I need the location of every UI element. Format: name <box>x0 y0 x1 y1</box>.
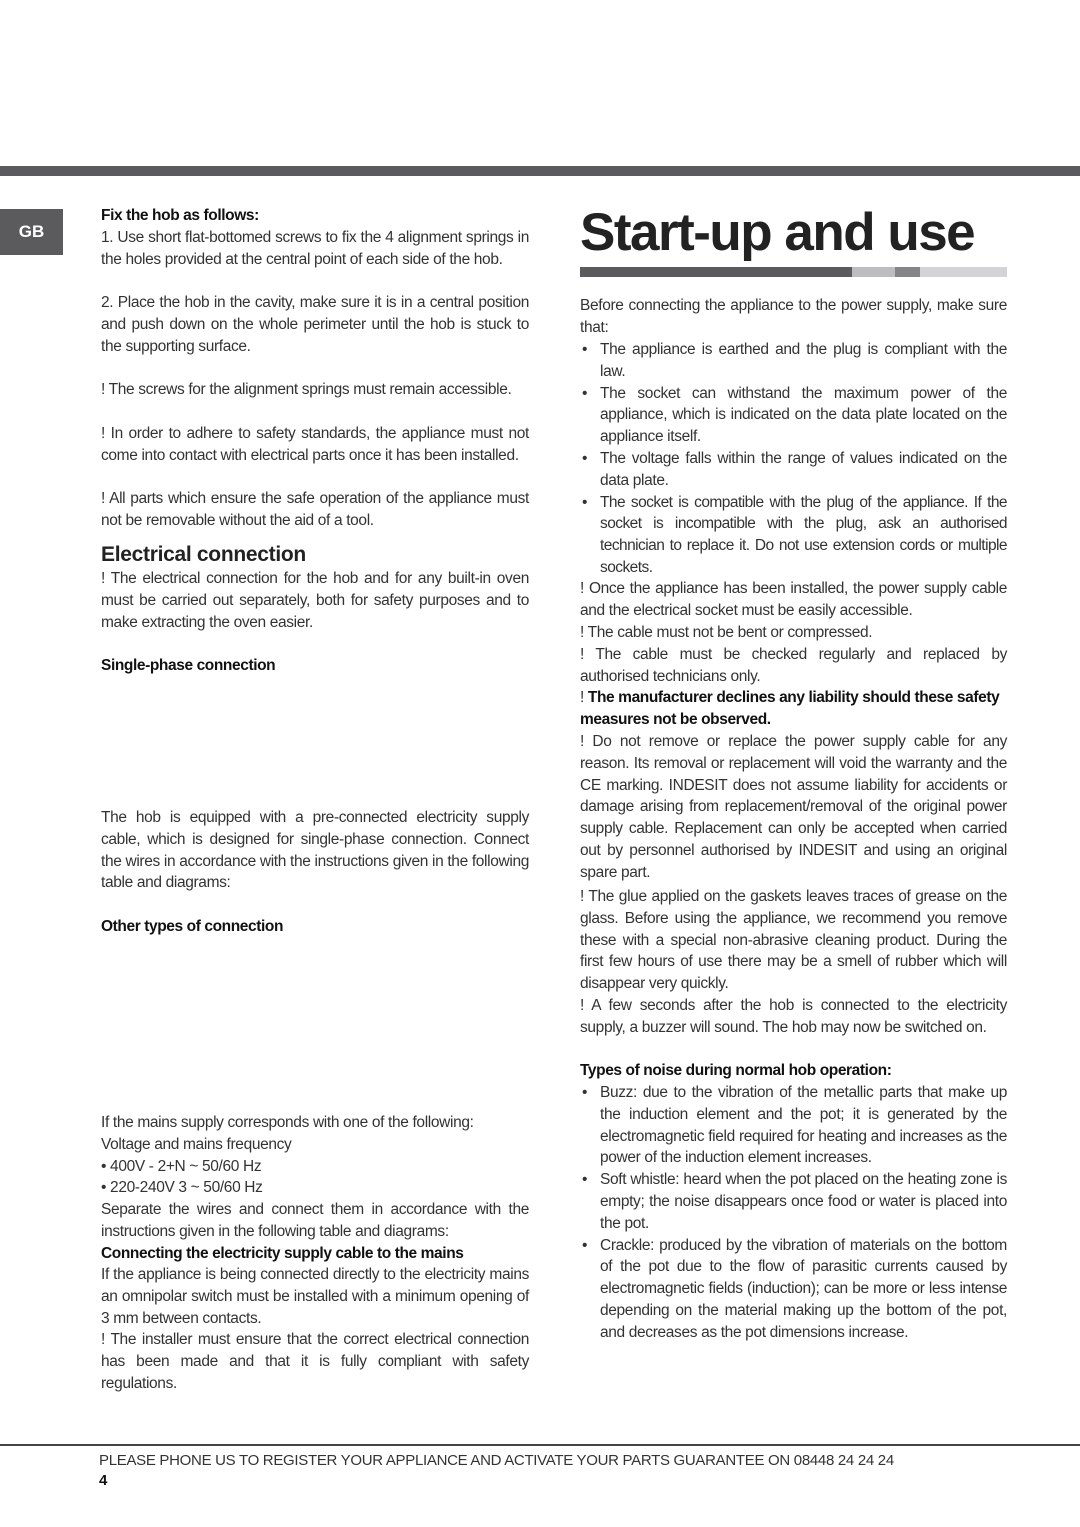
warning-glue: ! The glue applied on the gaskets leaves traces of grease on the glass. Before using the appliance, we recommend you remove these with a special non-abrasive cleaning product. During the first few hours of use there may be a smell of rubber which will disappear very quickly. <box>580 888 1007 993</box>
warning-safety: ! In order to adhere to safety standards, the appliance must not come into contact with electrical parts once it has been installed. <box>101 425 529 464</box>
electrical-connection-heading: Electrical connection <box>101 543 306 566</box>
header-rule <box>0 166 1080 176</box>
requirements-list <box>580 339 1007 579</box>
warning-buzzer: ! A few seconds after the hob is connected to the electricity supply, a buzzer will sound. The hob may now be switched on. <box>580 997 1007 1036</box>
list-item: • The voltage falls within the range of values indicated on the data plate. <box>580 448 1007 492</box>
warning-cable-bent: ! The cable must not be bent or compressed. <box>580 624 873 641</box>
warning-power-cable: ! Do not remove or replace the power supply cable for any reason. Its removal or replacement will void the warranty and the CE marking. INDESIT does not assume liability for accidents or damage arising from replacement/removal of the original power supply cable. Replacement can only be accepted when carried out by personnel authorised by INDESIT and using an original spare part. <box>580 733 1007 881</box>
voltage-value: 400V - 2+N ~ 50/60 Hz <box>110 1157 262 1175</box>
installer-warning: ! The installer must ensure that the correct electrical connection has been made and that it is fully compliant with safety regulations. <box>101 1331 529 1392</box>
liability-warning <box>580 687 1007 731</box>
language-tab: GB <box>0 209 63 255</box>
warning-screws: ! The screws for the alignment springs must remain accessible. <box>101 381 512 398</box>
fix-step-2: 2. Place the hob in the cavity, make sure it is in a central position and push down on the whole perimeter until the hob is stuck to the supporting surface. <box>101 294 529 355</box>
electrical-connection-text: ! The electrical connection for the hob and for any built-in oven must be carried out separately, both for safety purposes and to make extracting the oven easier. <box>101 570 529 631</box>
title-bar-segment <box>920 267 1007 277</box>
list-item: • Crackle: produced by the vibration of materials on the bottom of the pot due to the flow of parasitic currents caused by electromagnetic fields (induction); can be more or less intense depending on the material making up the bottom of the pot, and decreases as the pot dimensions increase. <box>580 1235 1007 1344</box>
intro-text: Before connecting the appliance to the power supply, make sure that: <box>580 297 1007 336</box>
voltage-value: 220-240V 3 ~ 50/60 Hz <box>110 1179 263 1197</box>
voltage-label: Voltage and mains frequency <box>101 1135 292 1153</box>
noise-heading: Types of noise during normal hob operation: <box>580 1062 892 1079</box>
mains-heading: Connecting the electricity supply cable to the mains <box>101 1245 464 1262</box>
voltage-option: • 220-240V 3 ~ 50/60 Hz <box>101 1179 263 1197</box>
liability-text: The manufacturer declines any liability should these safety measures not be observed. <box>580 689 1000 728</box>
warning-accessible: ! Once the appliance has been installed, the power supply cable and the electrical socket must be easily accessible. <box>580 580 1007 619</box>
other-types-text <box>101 1112 529 1199</box>
mains-text: If the appliance is being connected directly to the electricity mains an omnipolar switch must be installed with a minimum opening of 3 mm between contacts. <box>101 1266 529 1327</box>
list-item: • The socket is compatible with the plug of the appliance. If the socket is incompatible with the plug, ask an authorised technician to replace it. Do not use extension cords or multiple sockets. <box>580 492 1007 579</box>
page-number: 4 <box>99 1472 108 1489</box>
fix-step-1: 1. Use short flat-bottomed screws to fix the 4 alignment springs in the holes provided at the central point of each side of the hob. <box>101 229 529 268</box>
other-types-heading: Other types of connection <box>101 918 284 935</box>
fix-heading: Fix the hob as follows: <box>101 207 259 224</box>
footer-text: PLEASE PHONE US TO REGISTER YOUR APPLIANCE AND ACTIVATE YOUR PARTS GUARANTEE ON 08448 24 24 24 <box>99 1452 894 1469</box>
title-bar-segment <box>895 267 920 277</box>
single-phase-heading: Single-phase connection <box>101 657 276 674</box>
warning-parts: ! All parts which ensure the safe operation of the appliance must not be removable without the aid of a tool. <box>101 490 529 529</box>
other-types-intro: If the mains supply corresponds with one of the following: <box>101 1114 474 1131</box>
list-item: • The appliance is earthed and the plug is compliant with the law. <box>580 339 1007 383</box>
voltage-option: • 400V - 2+N ~ 50/60 Hz <box>101 1157 262 1175</box>
separate-wires-text: Separate the wires and connect them in accordance with the instructions given in the following table and diagrams: <box>101 1201 529 1240</box>
title-bar-segment <box>852 267 895 277</box>
single-phase-text: The hob is equipped with a pre-connected electricity supply cable, which is designed for single-phase connection. Connect the wires in accordance with the instructions given in the following table and diagrams: <box>101 809 529 892</box>
footer-rule <box>0 1444 1080 1446</box>
warning-cable-check: ! The cable must be checked regularly and replaced by authorised technicians only. <box>580 646 1007 685</box>
warning-mark: ! <box>580 689 588 706</box>
page-title: Start-up and use <box>580 203 975 262</box>
list-item: • Soft whistle: heard when the pot placed on the heating zone is empty; the noise disappears once food or water is placed into the pot. <box>580 1169 1007 1234</box>
title-bar-segment <box>580 267 852 277</box>
noise-list <box>580 1082 1007 1344</box>
list-item: • Buzz: due to the vibration of the metallic parts that make up the induction element and the pot; it is generated by the electromagnetic field required for heating and increases as the power of the induction element increases. <box>580 1082 1007 1169</box>
list-item: • The socket can withstand the maximum power of the appliance, which is indicated on the data plate located on the appliance itself. <box>580 383 1007 448</box>
